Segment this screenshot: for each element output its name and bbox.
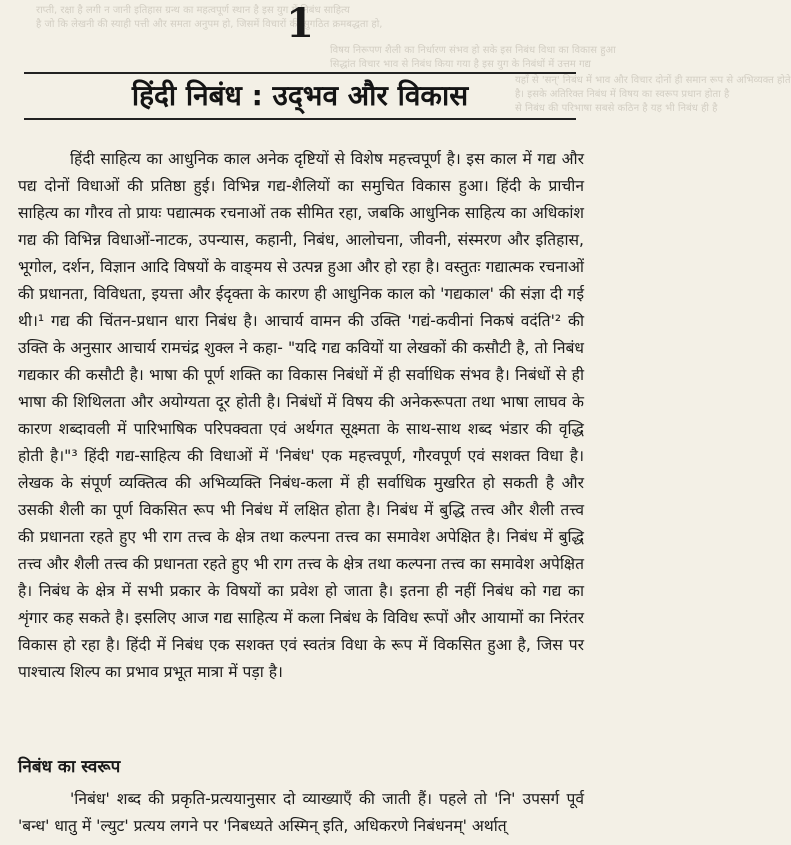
bleed-through-line: यहाँ से 'सन्' निबंध में भाव और विचार दोनों ही समान रूप से अभिव्यक्त होते (515, 75, 791, 86)
chapter-number: 1 (286, 0, 314, 47)
section-heading: निबंध का स्वरूप (18, 757, 121, 777)
chapter-title: हिंदी निबंध : उद्‌भव और विकास (131, 79, 469, 112)
bleed-through-line: सिद्धांत विचार भाव से निबंध किया गया है इस युग के निबंधों में उत्तम गद्य (330, 59, 591, 70)
bleed-through-line: विषय निरूपण शैली का निर्धारण संभव हो सके इस निबंध विधा का विकास हुआ (330, 45, 616, 56)
bleed-through-line: है जो कि लेखनी की स्याही पत्ती और समता अनुपम हो, जिसमें विचारों की सुगठित क्रमबद्धता हो, (36, 19, 383, 30)
title-rule-bottom (24, 118, 576, 120)
body-paragraph-nibandh-swaroop: 'निबंध' शब्द की प्रकृति-प्रत्ययानुसार दो व्याख्याएँ की जाती हैं। पहले तो 'नि' उपसर्ग पूर्व 'बन्ध' धातु में 'ल्युट' प्रत्यय लगने पर 'निबध्यते अस्मिन्‌ इति, अधिकरणे निबंधनम्‌' अर्थात्‌ (18, 790, 584, 835)
body-paragraph-intro: हिंदी साहित्य का आधुनिक काल अनेक दृष्टियों से विशेष महत्त्वपूर्ण है। इस काल में गद्य और पद्य दोनों विधाओं की प्रतिष्ठा हुई। विभिन्न गद्य-शैलियों का समुचित विकास हुआ। हिंदी के प्राचीन साहित्य का गौरव तो प्रायः पद्यात्मक रचनाओं तक सीमित रहा, जबकि आधुनिक साहित्य का अधिकांश गद्य की विभिन्न विधाओं-नाटक, उपन्यास, कहानी, निबंध, आलोचना, जीवनी, संस्मरण और इतिहास, भूगोल, दर्शन, विज्ञान आदि विषयों के वाङ्‌मय से उत्पन्न हुआ और हो रहा है। वस्तुतः गद्यात्मक रचनाओं की प्रधानता, विविधता, इयत्ता और ईदृक्ता के कारण ही आधुनिक काल को 'गद्यकाल' की संज्ञा दी गई थी।¹ गद्य की चिंतन-प्रधान धारा निबंध है। आचार्य वामन की उक्ति 'गद्यं-कवीनां निकषं वदंति'² की उक्ति के अनुसार आचार्य रामचंद्र शुक्ल ने कहा- "यदि गद्य कवियों या लेखकों की कसौटी है, तो निबंध गद्यकार की कसौटी है। भाषा की पूर्ण शक्ति का विकास निबंधों में ही सर्वाधिक संभव है। निबंधों से ही भाषा की शिथिलता और अयोग्यता दूर होती है। निबंधों में विषय की अनेकरूपता तथा भाषा लाघव के कारण शब्दावली में पारिभाषिक परिपक्वता एवं अर्थगत सूक्ष्मता के साथ-साथ शब्द भंडार की वृद्धि होती है।"³ हिंदी गद्य-साहित्य की विधाओं में 'निबंध' एक महत्त्वपूर्ण, गौरवपूर्ण एवं सशक्त विधा है। लेखक के संपूर्ण व्यक्तित्व की अभिव्यक्ति निबंध-कला में ही सर्वाधिक मुखरित हो सकती है और उसकी शैली का पूर्ण विकसित रूप भी निबंध में लक्षित होता है। निबंध में बुद्धि तत्त्व और शैली तत्त्व की प्रधानता रहते हुए भी राग तत्त्व के क्षेत्र तथा कल्पना तत्त्व का समावेश अपेक्षित है। निबंध में बुद्धि तत्त्व और शैली तत्त्व की प्रधानता रहते हुए भी राग तत्त्व के क्षेत्र तथा कल्पना तत्त्व का समावेश अपेक्षित है। निबंध के क्षेत्र में सभी प्रकार के विषयों का प्रवेश हो जाता है। इतना ही नहीं निबंध को गद्य का शृंगार कह सकते है। इसलिए आज गद्य साहित्य में कला निबंध के विविध रूपों और आयामों का निरंतर विकास हो रहा है। हिंदी में निबंध एक सशक्त एवं स्वतंत्र विधा के रूप में विकसित हुआ है, जिस पर पाश्चात्य शिल्प का प्रभाव प्रभूत मात्रा में पड़ा है। (18, 150, 584, 681)
bleed-through-line: राप्ती, रक्षा है लगी न जानी इतिहास ग्रन्थ का महत्वपूर्ण स्थान है इस युग में निबंध साहित्य (36, 5, 350, 16)
bleed-through-line: से निबंध की परिभाषा सबसे कठिन है यह भी निबंध ही है (515, 103, 718, 114)
title-rule-top (24, 72, 576, 74)
bleed-through-line: है। इसके अतिरिक्त निबंध में विषय का स्वरूप प्रधान होता है (515, 89, 730, 100)
